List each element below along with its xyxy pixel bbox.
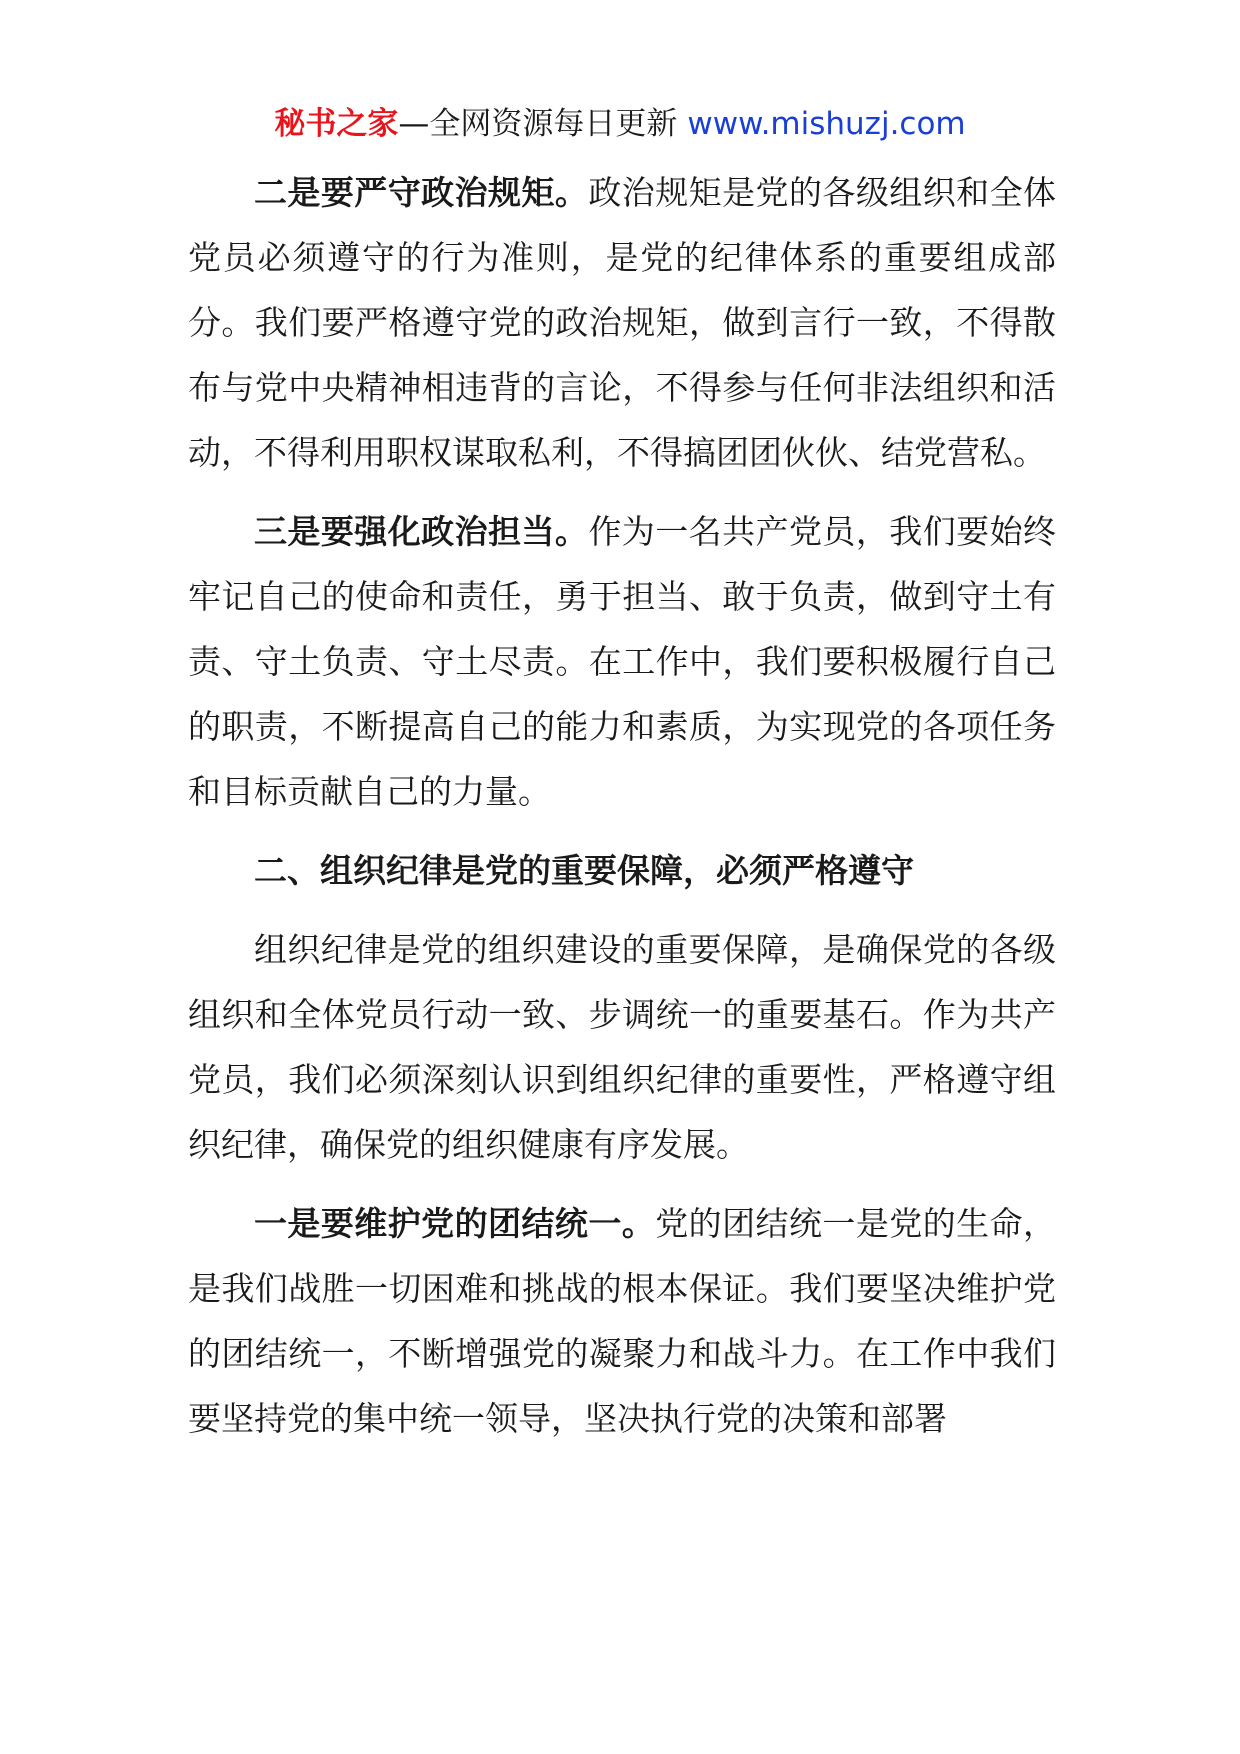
site-tagline: —全网资源每日更新 [398, 106, 678, 142]
paragraph-lead: 一是要维护党的团结统一。 [254, 1204, 656, 1243]
document-body [188, 160, 1056, 1465]
section-heading: 二、组织纪律是党的重要保障，必须严格遵守 [254, 851, 914, 890]
site-brand: 秘书之家 [274, 106, 399, 142]
paragraph-text: 党的团结统一是党的生命，是我们战胜一切困难和挑战的根本保证。我们要坚决维护党的团结统一，不断增强党的凝聚力和战斗力。在工作中我们要坚持党的集中统一领导，坚决执行党的决策和部署 [188, 1204, 1057, 1438]
site-url-link[interactable]: www.mishuzj.com [687, 106, 966, 142]
site-header [0, 100, 1240, 148]
paragraph-text: 作为一名共产党员，我们要始终牢记自己的使命和责任，勇于担当、敢于负责，做到守土有责、守土负责、守土尽责。在工作中，我们要积极履行自己的职责，不断提高自己的能力和素质，为实现党的各项任务和目标贡献自己的力量。 [188, 512, 1057, 811]
paragraph-text: 组织纪律是党的组织建设的重要保障，是确保党的各级组织和全体党员行动一致、步调统一的重要基石。作为共产党员，我们必须深刻认识到组织纪律的重要性，严格遵守组织纪律，确保党的组织健康有序发展。 [188, 930, 1056, 1164]
paragraph-political-responsibility [188, 499, 1056, 824]
paragraph-text: 政治规矩是党的各级组织和全体党员必须遵守的行为准则，是党的纪律体系的重要组成部分。我们要严格遵守党的政治规矩，做到言行一致，不得散布与党中央精神相违背的言论，不得参与任何非法组织和活动，不得利用职权谋取私利，不得搞团团伙伙、结党营私。 [188, 173, 1057, 472]
paragraph-lead: 三是要强化政治担当。 [254, 512, 589, 551]
paragraph-political-rules [188, 160, 1056, 485]
paragraph-lead: 二是要严守政治规矩。 [254, 173, 589, 212]
paragraph-organizational-discipline [188, 917, 1056, 1177]
paragraph-party-unity [188, 1191, 1056, 1451]
